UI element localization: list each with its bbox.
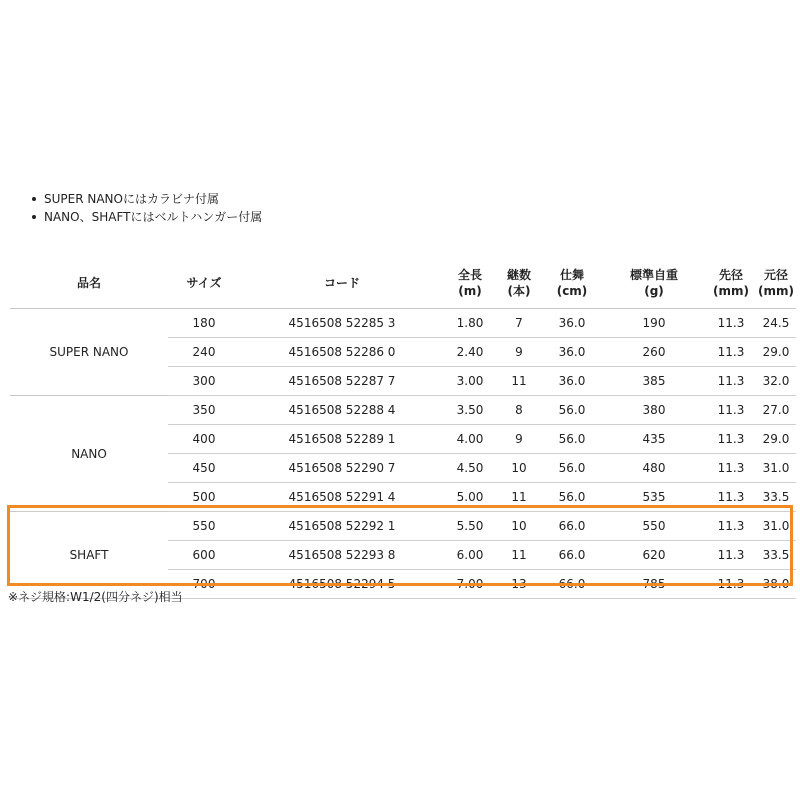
cell-code: 4516508 52293 8 [240, 541, 444, 570]
group-name-nano: NANO [10, 396, 168, 512]
cell-base-diameter: 29.0 [756, 425, 796, 454]
cell-size: 300 [168, 367, 240, 396]
cell-tip-diameter: 11.3 [706, 396, 756, 425]
header-product-name: 品名 [10, 258, 168, 309]
cell-size: 240 [168, 338, 240, 367]
table-row [10, 309, 796, 338]
note-item: SUPER NANOにはカラビナ付属 [32, 190, 262, 208]
cell-closed-length: 36.0 [542, 367, 602, 396]
table-row [10, 512, 796, 541]
cell-closed-length: 56.0 [542, 454, 602, 483]
cell-length: 5.00 [444, 483, 496, 512]
header-code: コード [240, 258, 444, 309]
cell-weight: 435 [602, 425, 706, 454]
cell-code: 4516508 52285 3 [240, 309, 444, 338]
cell-base-diameter: 31.0 [756, 512, 796, 541]
cell-base-diameter: 29.0 [756, 338, 796, 367]
cell-code: 4516508 52286 0 [240, 338, 444, 367]
cell-code: 4516508 52288 4 [240, 396, 444, 425]
cell-size: 450 [168, 454, 240, 483]
cell-weight: 785 [602, 570, 706, 599]
cell-weight: 380 [602, 396, 706, 425]
cell-closed-length: 36.0 [542, 309, 602, 338]
cell-size: 600 [168, 541, 240, 570]
cell-size: 500 [168, 483, 240, 512]
cell-weight: 480 [602, 454, 706, 483]
cell-tip-diameter: 11.3 [706, 570, 756, 599]
cell-closed-length: 66.0 [542, 512, 602, 541]
cell-tip-diameter: 11.3 [706, 309, 756, 338]
cell-closed-length: 56.0 [542, 396, 602, 425]
cell-base-diameter: 27.0 [756, 396, 796, 425]
cell-base-diameter: 31.0 [756, 454, 796, 483]
cell-length: 1.80 [444, 309, 496, 338]
group-name-super-nano: SUPER NANO [10, 309, 168, 396]
header-size: サイズ [168, 258, 240, 309]
cell-base-diameter: 33.5 [756, 483, 796, 512]
cell-pieces: 10 [496, 454, 542, 483]
cell-base-diameter: 38.0 [756, 570, 796, 599]
cell-tip-diameter: 11.3 [706, 425, 756, 454]
cell-closed-length: 36.0 [542, 338, 602, 367]
cell-base-diameter: 32.0 [756, 367, 796, 396]
cell-weight: 535 [602, 483, 706, 512]
header-tip-diameter: 先径 (mm) [706, 258, 756, 309]
cell-size: 350 [168, 396, 240, 425]
cell-length: 5.50 [444, 512, 496, 541]
cell-pieces: 11 [496, 541, 542, 570]
cell-length: 4.00 [444, 425, 496, 454]
cell-size: 400 [168, 425, 240, 454]
cell-pieces: 8 [496, 396, 542, 425]
cell-length: 3.50 [444, 396, 496, 425]
cell-pieces: 9 [496, 338, 542, 367]
cell-closed-length: 66.0 [542, 570, 602, 599]
cell-length: 3.00 [444, 367, 496, 396]
cell-length: 6.00 [444, 541, 496, 570]
cell-closed-length: 56.0 [542, 483, 602, 512]
cell-pieces: 9 [496, 425, 542, 454]
cell-weight: 550 [602, 512, 706, 541]
cell-code: 4516508 52294 5 [240, 570, 444, 599]
header-length: 全長 (m) [444, 258, 496, 309]
notes-list [32, 190, 262, 226]
cell-weight: 260 [602, 338, 706, 367]
cell-pieces: 7 [496, 309, 542, 338]
cell-length: 2.40 [444, 338, 496, 367]
cell-size: 550 [168, 512, 240, 541]
cell-size: 700 [168, 570, 240, 599]
table-row [10, 396, 796, 425]
cell-closed-length: 66.0 [542, 541, 602, 570]
cell-weight: 620 [602, 541, 706, 570]
cell-pieces: 11 [496, 483, 542, 512]
cell-base-diameter: 24.5 [756, 309, 796, 338]
cell-code: 4516508 52289 1 [240, 425, 444, 454]
spec-table [10, 258, 796, 599]
cell-tip-diameter: 11.3 [706, 483, 756, 512]
cell-code: 4516508 52291 4 [240, 483, 444, 512]
cell-size: 180 [168, 309, 240, 338]
header-closed-length: 仕舞 (cm) [542, 258, 602, 309]
note-item: NANO、SHAFTにはベルトハンガー付属 [32, 208, 262, 226]
cell-pieces: 13 [496, 570, 542, 599]
cell-weight: 385 [602, 367, 706, 396]
footnote: ※ネジ規格:W1/2(四分ネジ)相当 [8, 590, 183, 604]
header-base-diameter: 元径 (mm) [756, 258, 796, 309]
cell-tip-diameter: 11.3 [706, 338, 756, 367]
cell-tip-diameter: 11.3 [706, 367, 756, 396]
group-name-shaft: SHAFT [10, 512, 168, 599]
cell-tip-diameter: 11.3 [706, 512, 756, 541]
cell-closed-length: 56.0 [542, 425, 602, 454]
cell-tip-diameter: 11.3 [706, 541, 756, 570]
cell-weight: 190 [602, 309, 706, 338]
cell-code: 4516508 52287 7 [240, 367, 444, 396]
cell-tip-diameter: 11.3 [706, 454, 756, 483]
cell-pieces: 11 [496, 367, 542, 396]
cell-pieces: 10 [496, 512, 542, 541]
cell-length: 4.50 [444, 454, 496, 483]
cell-code: 4516508 52292 1 [240, 512, 444, 541]
header-pieces: 継数 (本) [496, 258, 542, 309]
header-row [10, 258, 796, 309]
cell-base-diameter: 33.5 [756, 541, 796, 570]
cell-length: 7.00 [444, 570, 496, 599]
header-weight: 標準自重 (g) [602, 258, 706, 309]
cell-code: 4516508 52290 7 [240, 454, 444, 483]
